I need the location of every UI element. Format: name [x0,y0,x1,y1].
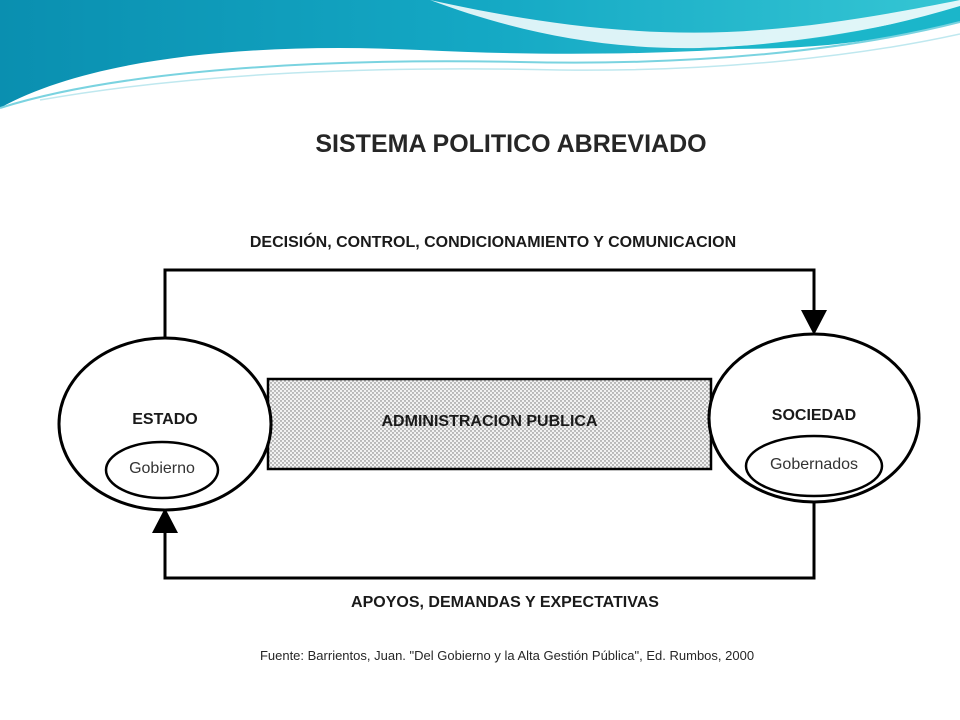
gobernados-label: Gobernados [769,456,859,473]
top-flow-line [165,270,814,338]
sociedad-label: SOCIEDAD [771,407,857,424]
bottom-flow-line [165,502,814,578]
diagram-title: SISTEMA POLITICO ABREVIADO [315,130,707,158]
administracion-label: ADMINISTRACION PUBLICA [381,413,598,430]
gobierno-label: Gobierno [129,460,195,477]
bottom-flow-arrowhead [152,508,178,533]
source-citation: Fuente: Barrientos, Juan. "Del Gobierno y la Alta Gestión Pública", Ed. Rumbos, 2000 [259,648,755,663]
bottom-flow-label: APOYOS, DEMANDAS Y EXPECTATIVAS [351,594,659,611]
estado-label: ESTADO [132,411,198,428]
top-flow-label: DECISIÓN, CONTROL, CONDICIONAMIENTO Y COMUNICACION [249,234,737,251]
top-flow-arrowhead [801,310,827,335]
